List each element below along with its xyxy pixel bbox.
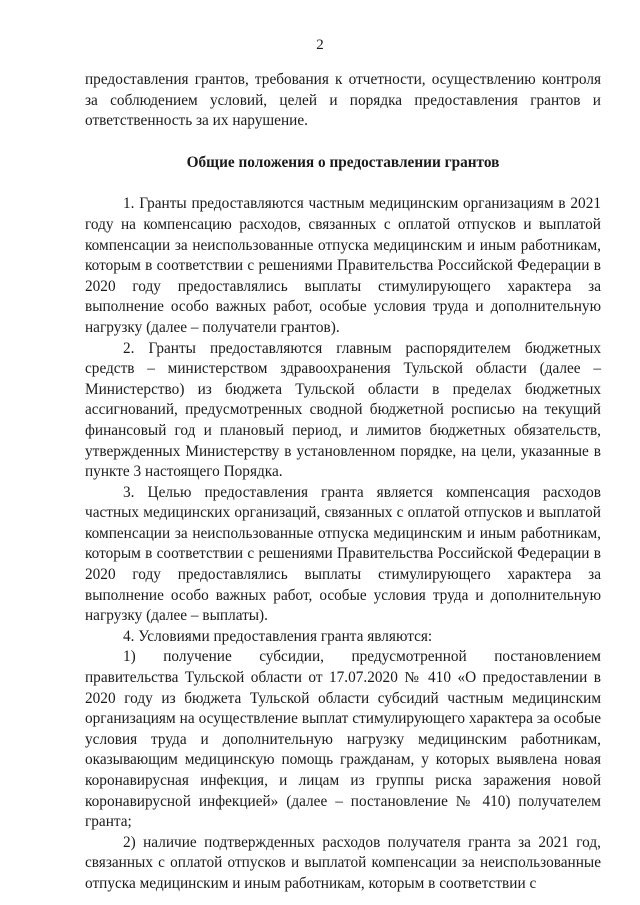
paragraph-4: 4. Условиями предоставления гранта являются:	[123, 627, 433, 645]
paragraph-2: 2. Гранты предоставляются главным распорядителем бюджетных средств – министерством здравоохранения Тульской области (далее – Министерство) из бюджета Тульской области в пределах бюджетных ассигнований, предусмотренных сводной бюджетной росписью на текущий финансовый год и плановый период, и лимитов бюджетных обязательств, утвержденных Министерству в установленном порядке, на цели, указанные в пункте 3 настоящего Порядка.	[85, 339, 601, 481]
paragraph-1: 1. Гранты предоставляются частным медицинским организациям в 2021 году на компенсацию расходов, связанных с оплатой отпусков и выплатой компенсации за неиспользованные отпуска медицинским и иным работникам, которым в соответствии с решениями Правительства Российской Федерации в 2020 году предоставлялись выплаты стимулирующего характера за выполнение особо важных работ, особые условия труда и дополнительную нагрузку (далее – получатели грантов).	[85, 195, 601, 336]
page-number: 2	[316, 37, 324, 53]
subitem-1: 1) получение субсидии, предусмотренной постановлением правительства Тульской области от 17.07.2020 № 410 «О предоставлении в 2020 году из бюджета Тульской области субсидий частным медицинским организациям на осуществление выплат стимулирующего характера за особые условия труда и дополнительную нагрузку медицинским работникам, оказывающим медицинскую помощь гражданам, у которых выявлена новая коронавирусная инфекция, и лицам из группы риска заражения новой коронавирусной инфекцией» (далее – постановление № 410) получателем гранта;	[85, 648, 601, 831]
subitem-2: 2) наличие подтвержденных расходов получателя гранта за 2021 год, связанных с оплатой отпусков и выплатой компенсации за неиспользованные отпуска медицинским и иным работникам, которым в соответствии с	[85, 833, 601, 892]
intro-continuation: предоставления грантов, требования к отчетности, осуществлению контроля за соблюдением условий, целей и порядка предоставления грантов и ответственность за их нарушение.	[85, 71, 601, 130]
paragraph-3: 3. Целью предоставления гранта является компенсация расходов частных медицинских организаций, связанных с оплатой отпусков и выплатой компенсации за неиспользованные отпуска медицинским и иным работникам, которым в соответствии с решениями Правительства Российской Федерации в 2020 году предоставлялись выплаты стимулирующего характера за выполнение особо важных работ, особые условия труда и дополнительную нагрузку (далее – выплаты).	[85, 483, 601, 625]
document-body	[85, 70, 601, 895]
section-heading: Общие положения о предоставлении грантов	[186, 153, 500, 171]
